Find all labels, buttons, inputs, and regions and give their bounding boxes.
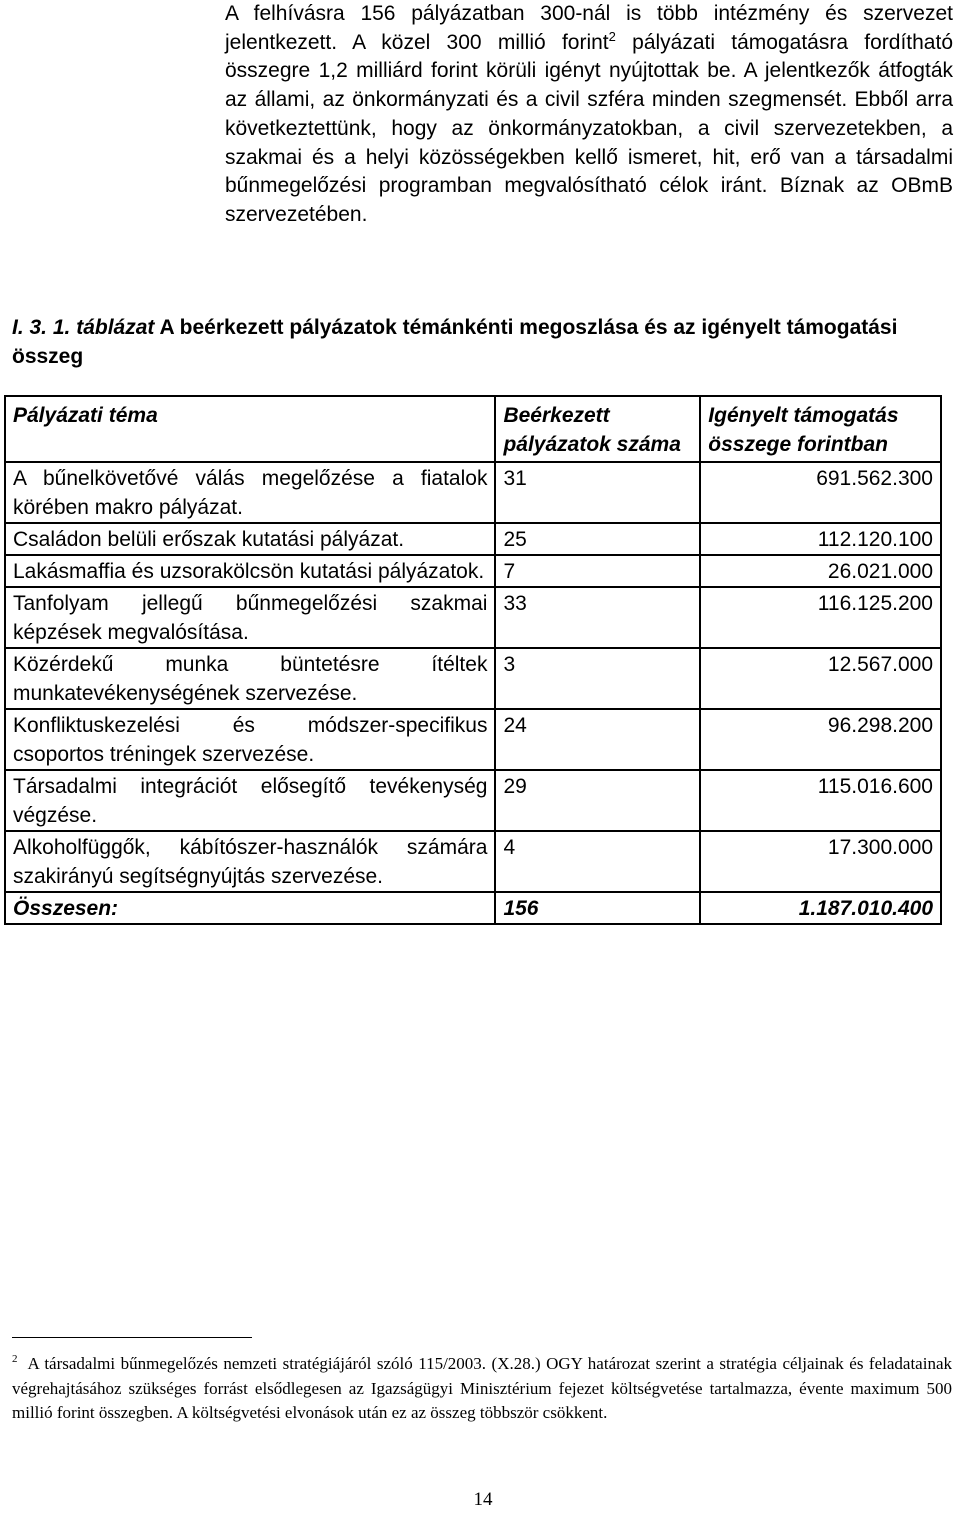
footnote-text: A társadalmi bűnmegelőzés nemzeti stratégiájáról szóló 115/2003. (X.28.) OGY határozat szerint a stratégia céljainak és feladatainak végrehajtásához szükséges forrást elsődlegesen az Igazságügyi Minisztérium fejezet költségvetése tartalmazza, évente maximum 500 millió forint összegben. A költségvetési elvonások után ez az összeg többször csökkent.: [12, 1354, 952, 1422]
total-amount: 1.187.010.400: [700, 892, 941, 924]
footnote-reference[interactable]: 2: [608, 28, 616, 44]
row-count: 7: [495, 555, 700, 587]
table-row: [5, 462, 941, 523]
header-topic: Pályázati téma: [5, 396, 495, 462]
total-label: Összesen:: [5, 892, 495, 924]
header-amount: Igényelt támogatás összege forintban: [700, 396, 941, 462]
row-topic: Konfliktuskezelési és módszer-specifikus csoportos tréningek szervezése.: [5, 709, 495, 770]
table-row: [5, 587, 941, 648]
intro-text-part1: A felhívásra 156 pályázatban 300-nál is több intézmény és szervezet jelentkezett. A közel 300 millió forint: [225, 2, 953, 54]
table-header-row: [5, 396, 941, 462]
table-caption: [12, 313, 942, 371]
table-total-row: [5, 892, 941, 924]
total-count: 156: [495, 892, 700, 924]
table-row: [5, 523, 941, 555]
header-count: Beérkezett pályázatok száma: [495, 396, 700, 462]
row-amount: 17.300.000: [700, 831, 941, 892]
page-number: 14: [473, 1489, 493, 1510]
row-count: 24: [495, 709, 700, 770]
row-amount: 691.562.300: [700, 462, 941, 523]
row-topic: Közérdekű munka büntetésre ítéltek munkatevékenységének szervezése.: [5, 648, 495, 709]
row-count: 33: [495, 587, 700, 648]
table-row: [5, 555, 941, 587]
row-count: 4: [495, 831, 700, 892]
row-topic: Alkoholfüggők, kábítószer-használók számára szakirányú segítségnyújtás szervezése.: [5, 831, 495, 892]
table-caption-text: A beérkezett pályázatok témánkénti megoszlása és az igényelt támogatási összeg: [12, 316, 898, 368]
table-row: [5, 831, 941, 892]
footnote-number: 2: [12, 1353, 18, 1366]
intro-text-part2: pályázati támogatásra fordítható összegre 1,2 milliárd forint körüli igényt nyújtottak be. A jelentkezők átfogták az állami, az önkormányzati és a civil szféra minden szegmensét. Ebből arra következtettünk, hogy az önkormányzatokban, a civil szervezetekben, a szakmai és a helyi közösségekben kellő ismeret, hit, erő van a társadalmi bűnmegelőzési programban megvalósítható célok iránt. Bíznak az OBmB szervezetében.: [225, 30, 953, 226]
row-count: 3: [495, 648, 700, 709]
row-amount: 12.567.000: [700, 648, 941, 709]
row-count: 31: [495, 462, 700, 523]
intro-paragraph: [225, 0, 953, 230]
row-amount: 96.298.200: [700, 709, 941, 770]
footnote-divider: [12, 1337, 252, 1338]
table-row: [5, 709, 941, 770]
row-topic: Családon belüli erőszak kutatási pályázat.: [5, 523, 495, 555]
table-row: [5, 648, 941, 709]
row-topic: A bűnelkövetővé válás megelőzése a fiatalok körében makro pályázat.: [5, 462, 495, 523]
row-amount: 112.120.100: [700, 523, 941, 555]
row-count: 29: [495, 770, 700, 831]
table-caption-label: I. 3. 1. táblázat: [12, 316, 155, 339]
footnote: [12, 1352, 952, 1426]
row-topic: Tanfolyam jellegű bűnmegelőzési szakmai képzések megvalósítása.: [5, 587, 495, 648]
row-topic: Társadalmi integrációt elősegítő tevékenység végzése.: [5, 770, 495, 831]
submissions-table: [4, 395, 942, 925]
table-row: [5, 770, 941, 831]
row-amount: 26.021.000: [700, 555, 941, 587]
row-amount: 115.016.600: [700, 770, 941, 831]
row-topic: Lakásmaffia és uzsorakölcsön kutatási pályázatok.: [5, 555, 495, 587]
row-count: 25: [495, 523, 700, 555]
row-amount: 116.125.200: [700, 587, 941, 648]
